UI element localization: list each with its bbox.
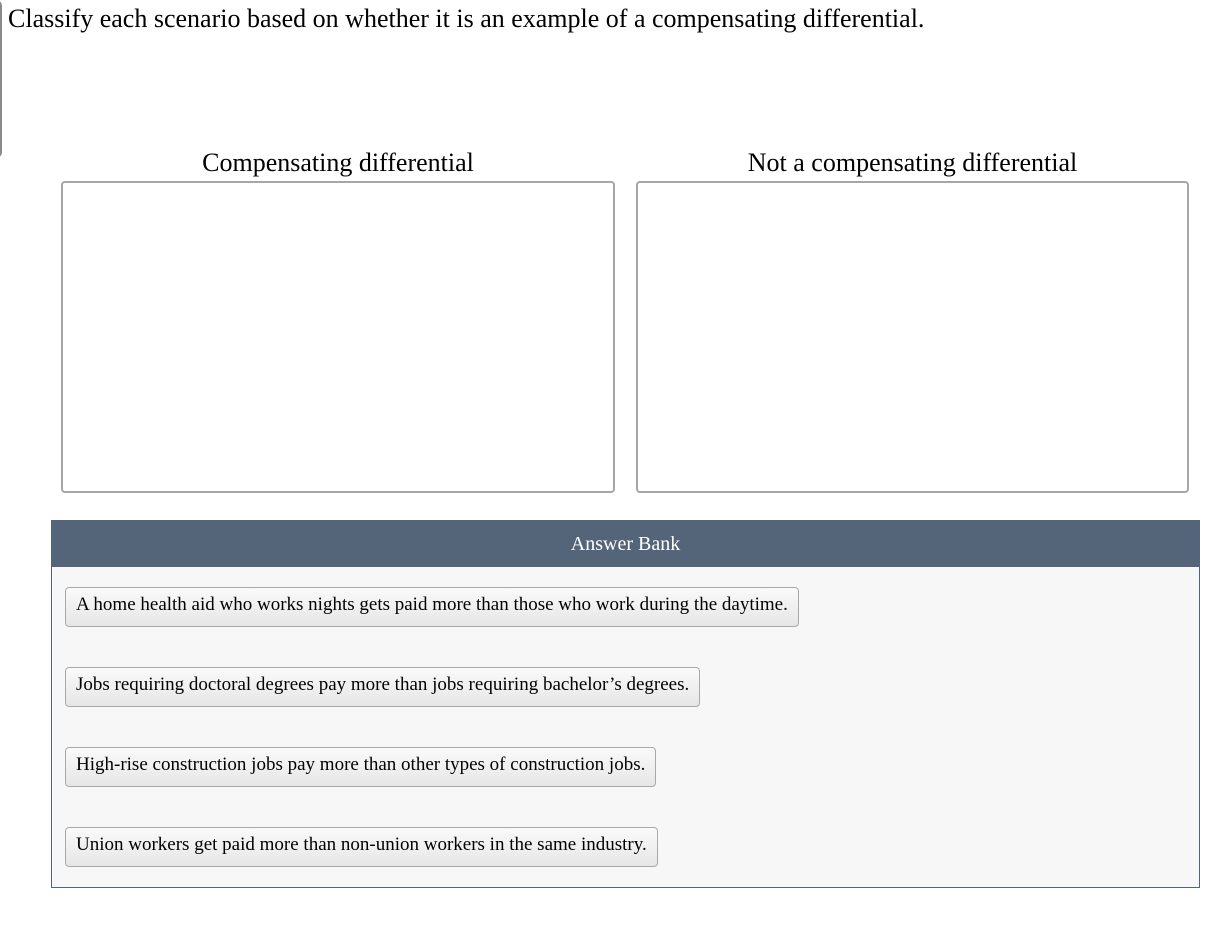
answer-chip[interactable]: A home health aid who works nights gets paid more than those who work during the daytime.: [65, 587, 799, 627]
answer-bank: [51, 520, 1200, 888]
drop-zone-not-compensating[interactable]: [636, 181, 1189, 493]
drop-zone-compensating[interactable]: [61, 181, 615, 493]
question-prompt: Classify each scenario based on whether it is an example of a compensating differential.: [8, 4, 925, 33]
side-tab[interactable]: [0, 0, 2, 158]
bin-label-not-compensating: Not a compensating differential: [747, 148, 1078, 177]
answer-chip[interactable]: Union workers get paid more than non-union workers in the same industry.: [65, 827, 658, 867]
answer-chip[interactable]: Jobs requiring doctoral degrees pay more than jobs requiring bachelor’s degrees.: [65, 667, 700, 707]
side-tab-label: Attempt 1: [0, 6, 2, 71]
answer-bank-header: Answer Bank: [52, 521, 1199, 567]
bin-label-compensating: Compensating differential: [202, 148, 474, 177]
answer-chip[interactable]: High-rise construction jobs pay more than other types of construction jobs.: [65, 747, 656, 787]
